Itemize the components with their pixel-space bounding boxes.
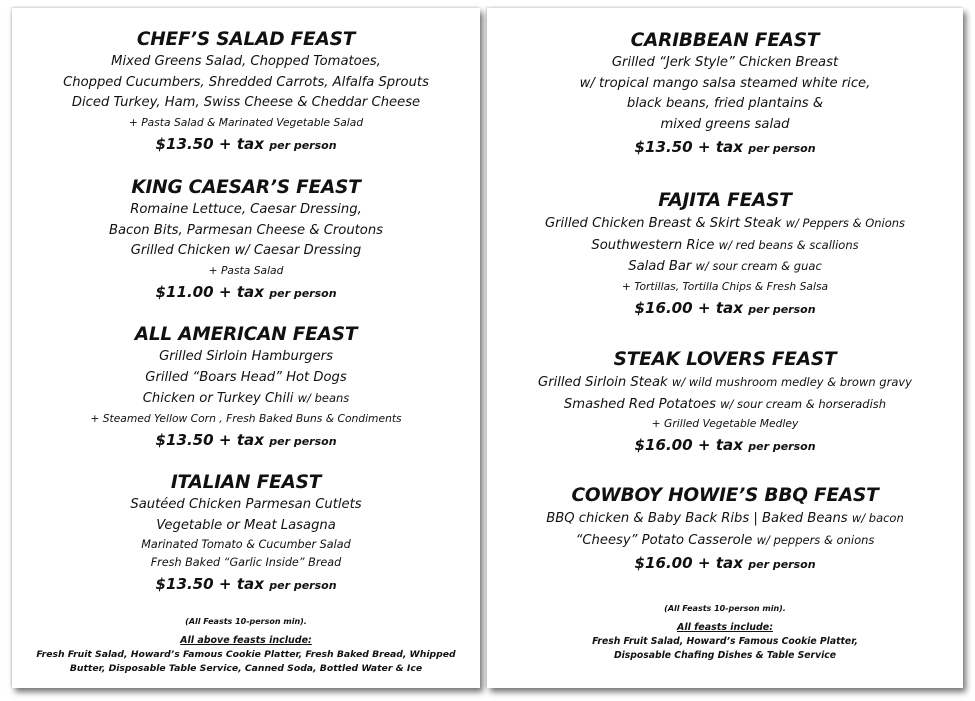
menu-item-line [12,93,480,114]
price-unit: per person [748,558,816,571]
price-unit: per person [748,440,816,453]
menu-item-line [12,221,480,242]
menu-item-text: Southwestern Rice [591,237,715,253]
feast-block [487,484,963,577]
menu-item-line [487,235,963,257]
menu-item-detail: w/ red beans & scallions [718,237,859,252]
menu-item-detail: w/ sour cream & guac [695,259,822,273]
price-value: $13.50 + tax [155,430,264,449]
price-value: $16.00 + tax [634,436,743,454]
includes-line: Disposable Chafing Dishes & Table Service [613,649,837,661]
feast-block [12,471,480,598]
menu-item-text: Chopped Cucumbers, Shredded Carrots, Alfalfa Sprouts [63,74,429,90]
menu-item-text: Grilled Sirloin Hamburgers [159,349,333,364]
menu-item-line [12,52,480,73]
includes-line: Fresh Fruit Salad, Howard’s Famous Cookie Platter, [592,636,858,647]
menu-item-text: “Cheesy” Potato Casserole [575,532,753,548]
feast-price [487,551,963,577]
includes-line: Fresh Fruit Salad, Howard’s Famous Cookie Platter, Fresh Baked Bread, Whipped [36,649,456,660]
feast-price [12,132,480,158]
feast-notes [12,616,480,675]
menu-item-line [487,394,963,416]
feast-block [12,176,480,306]
menu-item-text: w/ tropical mango salsa steamed white rice, [579,75,871,91]
price-value: $13.50 + tax [634,138,743,156]
menu-item-line [12,200,480,221]
feast-title: ITALIAN FEAST [170,472,322,493]
menu-item-text: BBQ chicken & Baby Back Ribs | Baked Beans [546,511,848,526]
menu-item-line [487,94,963,115]
price-unit: per person [269,286,337,300]
menu-item-line [487,508,963,530]
menu-item-text: Chicken or Turkey Chili [142,391,294,406]
menu-item-line [487,372,963,394]
menu-item-text: Salad Bar [628,259,692,274]
menu-item-line [487,115,963,136]
feast-price [12,572,480,598]
menu-item-text: Bacon Bits, Parmesan Cheese & Croutons [108,222,384,238]
price-value: $16.00 + tax [634,554,743,572]
menu-item-line [487,74,963,95]
minimum-note: (All Feasts 10-person min). [664,604,786,613]
feast-title: STEAK LOVERS FEAST [613,349,837,370]
menu-item-detail: w/ sour cream & horseradish [720,396,887,411]
price-unit: per person [748,142,816,155]
feast-block [12,323,480,454]
feast-extras: + Pasta Salad [208,263,284,277]
feast-extra-line: Marinated Tomato & Cucumber Salad [141,538,351,551]
feast-price [487,135,963,161]
menu-item-line [487,256,963,278]
feast-block [487,348,963,459]
menu-page-right [487,8,963,688]
feast-title: CARIBBEAN FEAST [630,30,820,51]
menu-item-text: Smashed Red Potatoes [563,396,716,412]
menu-item-detail: w/ bacon [851,511,904,525]
includes-title: All above feasts include: [180,635,312,646]
feast-extras: + Pasta Salad & Marinated Vegetable Salad [128,115,364,129]
price-unit: per person [269,579,337,592]
menu-item-line [12,495,480,516]
feast-title: KING CAESAR’S FEAST [131,177,361,198]
menu-page-left [12,8,480,688]
feast-block [487,189,963,322]
menu-item-detail: w/ wild mushroom medley & brown gravy [671,375,912,389]
menu-item-text: black beans, fried plantains & [626,96,824,111]
feast-price [487,296,963,322]
menu-item-text: Sautéed Chicken Parmesan Cutlets [130,497,362,512]
feast-title: FAJITA FEAST [658,190,792,211]
feast-extras: + Tortillas, Tortilla Chips & Fresh Salsa [621,279,829,293]
feast-title: CHEF’S SALAD FEAST [136,29,356,50]
menu-item-text: Grilled Chicken Breast & Skirt Steak [544,216,782,231]
feast-title: COWBOY HOWIE’S BBQ FEAST [571,485,879,506]
menu-item-detail: w/ beans [297,391,350,405]
menu-item-line [12,347,480,368]
menu-item-text: Diced Turkey, Ham, Swiss Cheese & Cheddar Cheese [71,95,421,110]
feast-price [487,433,963,459]
menu-item-detail: w/ Peppers & Onions [785,216,906,230]
feast-title: ALL AMERICAN FEAST [134,324,358,345]
menu-item-line [12,388,480,410]
menu-item-text: Grilled Chicken w/ Caesar Dressing [130,243,362,258]
price-value: $16.00 + tax [634,298,743,317]
price-value: $13.50 + tax [155,134,264,153]
feast-extras: + Grilled Vegetable Medley [651,417,799,430]
menu-item-line [487,53,963,74]
feast-price [12,428,480,454]
feast-block [12,28,480,158]
menu-item-line [487,213,963,235]
feast-price [12,280,480,306]
menu-item-line [487,530,963,552]
feast-extras: + Steamed Yellow Corn , Fresh Baked Buns & Condiments [90,411,402,425]
price-unit: per person [269,138,337,152]
menu-item-line [12,73,480,94]
price-value: $11.00 + tax [155,282,264,301]
menu-item-text: Vegetable or Meat Lasagna [156,517,336,533]
menu-item-text: Grilled “Jerk Style” Chicken Breast [611,55,839,70]
price-value: $13.50 + tax [155,575,264,593]
feast-block [487,29,963,161]
feast-extra-line: Fresh Baked “Garlic Inside” Bread [150,556,342,569]
menu-item-text: Romaine Lettuce, Caesar Dressing, [130,202,362,217]
menu-item-text: Grilled Sirloin Steak [538,375,668,390]
feast-notes [487,603,963,662]
menu-item-line [12,368,480,389]
includes-title: All feasts include: [676,622,774,633]
menu-item-text: Mixed Greens Salad, Chopped Tomatoes, [111,54,381,69]
price-unit: per person [269,434,337,448]
includes-line: Butter, Disposable Table Service, Canned Soda, Bottled Water & Ice [69,662,423,674]
menu-item-detail: w/ peppers & onions [756,532,875,547]
menu-item-line [12,241,480,262]
menu-item-line [12,516,480,537]
minimum-note: (All Feasts 10-person min). [185,617,307,626]
menu-item-text: mixed greens salad [660,116,790,132]
price-unit: per person [748,302,816,316]
menu-item-text: Grilled “Boars Head” Hot Dogs [145,369,347,385]
